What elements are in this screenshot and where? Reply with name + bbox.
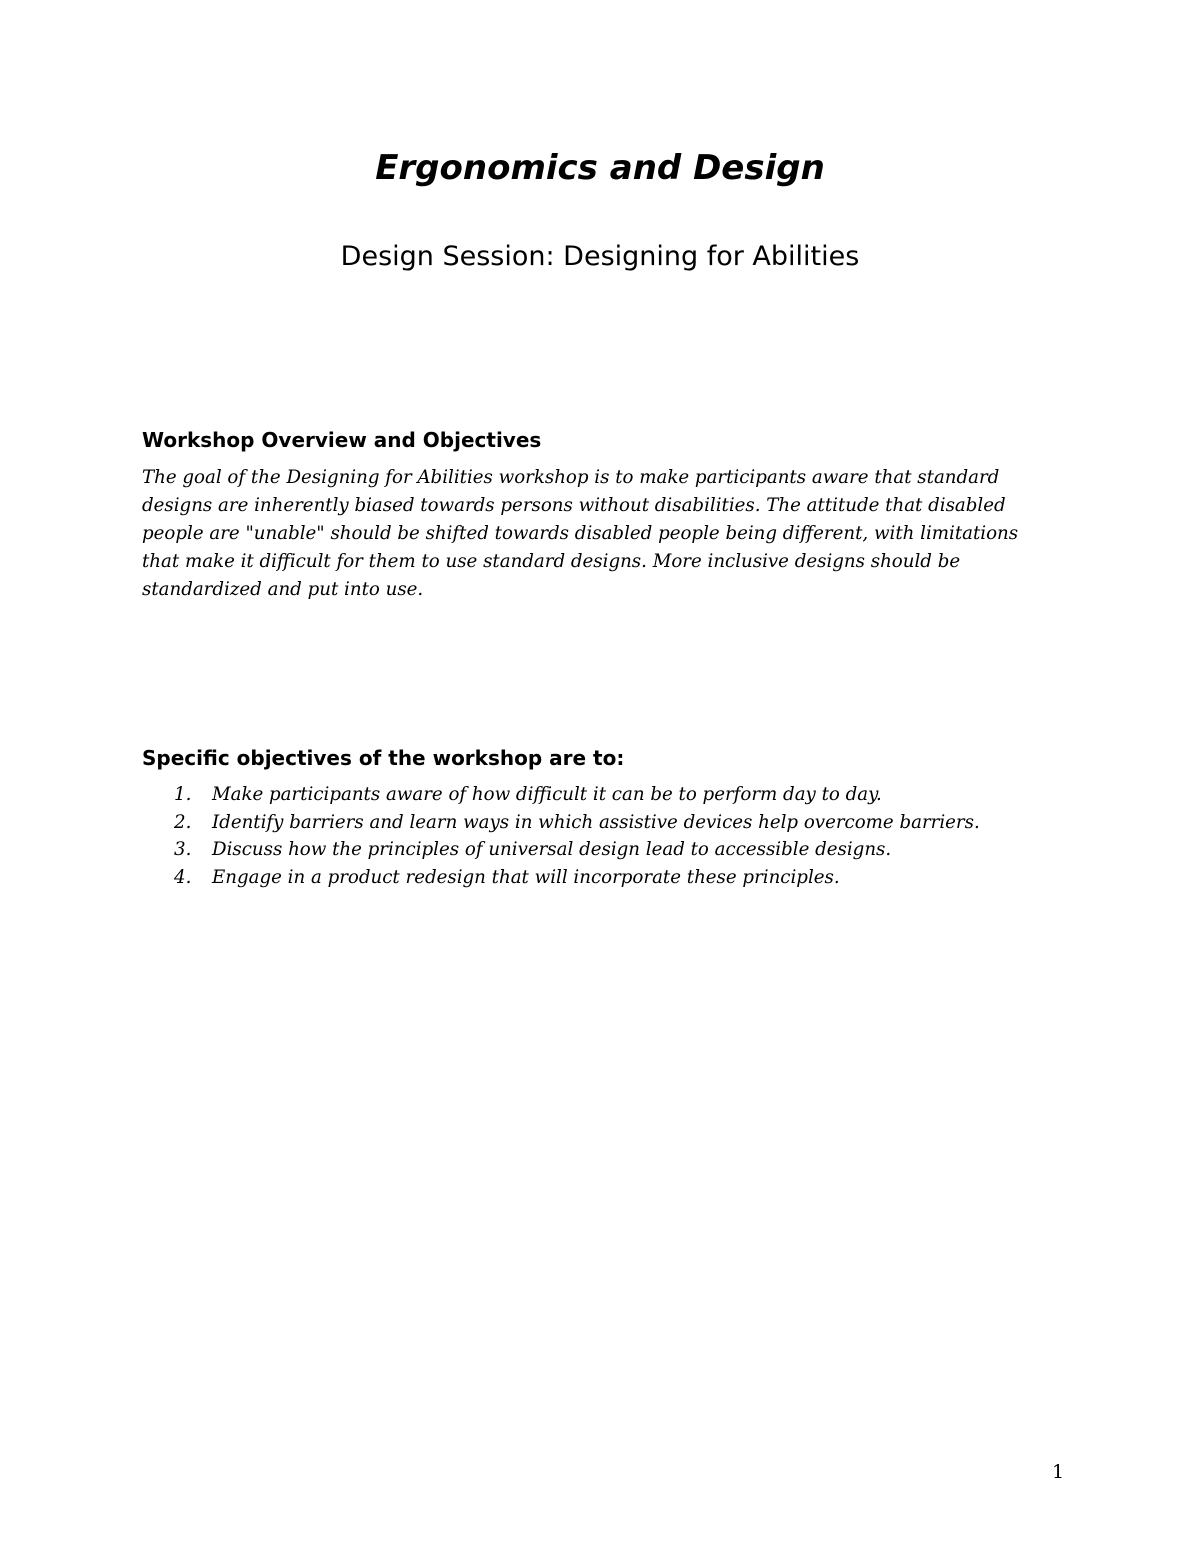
page-number: 1 xyxy=(1051,1461,1065,1483)
objective-number: 3. xyxy=(174,839,192,860)
objective-item xyxy=(142,809,1102,837)
document-subtitle: Design Session: Designing for Abilities xyxy=(340,241,860,272)
objectives-list xyxy=(142,781,1102,891)
objective-number: 1. xyxy=(174,784,192,805)
objective-item xyxy=(142,836,1102,864)
overview-heading: Workshop Overview and Objectives xyxy=(142,428,542,452)
objective-item xyxy=(142,864,1102,892)
overview-paragraph: The goal of the Designing for Abilities workshop is to make participants aware that standard designs are inherently biased towards persons without disabilities. The attitude that disabled people are "unable" should be shifted towards disabled people being different, with limitations that make it difficult for them to use standard designs. More inclusive designs should be standardized and put into use. xyxy=(142,467,1019,600)
objective-text: Make participants aware of how difficult it can be to perform day to day. xyxy=(212,784,882,805)
document-title: Ergonomics and Design xyxy=(375,148,825,188)
objective-item xyxy=(142,781,1102,809)
objective-text: Engage in a product redesign that will incorporate these principles. xyxy=(212,866,840,888)
objective-text: Identify barriers and learn ways in which assistive devices help overcome barriers. xyxy=(212,811,980,833)
objective-number: 4. xyxy=(174,866,192,888)
objective-text: Discuss how the principles of universal design lead to accessible designs. xyxy=(212,839,892,860)
objectives-heading: Specific objectives of the workshop are to: xyxy=(142,746,625,770)
objective-number: 2. xyxy=(174,811,192,833)
